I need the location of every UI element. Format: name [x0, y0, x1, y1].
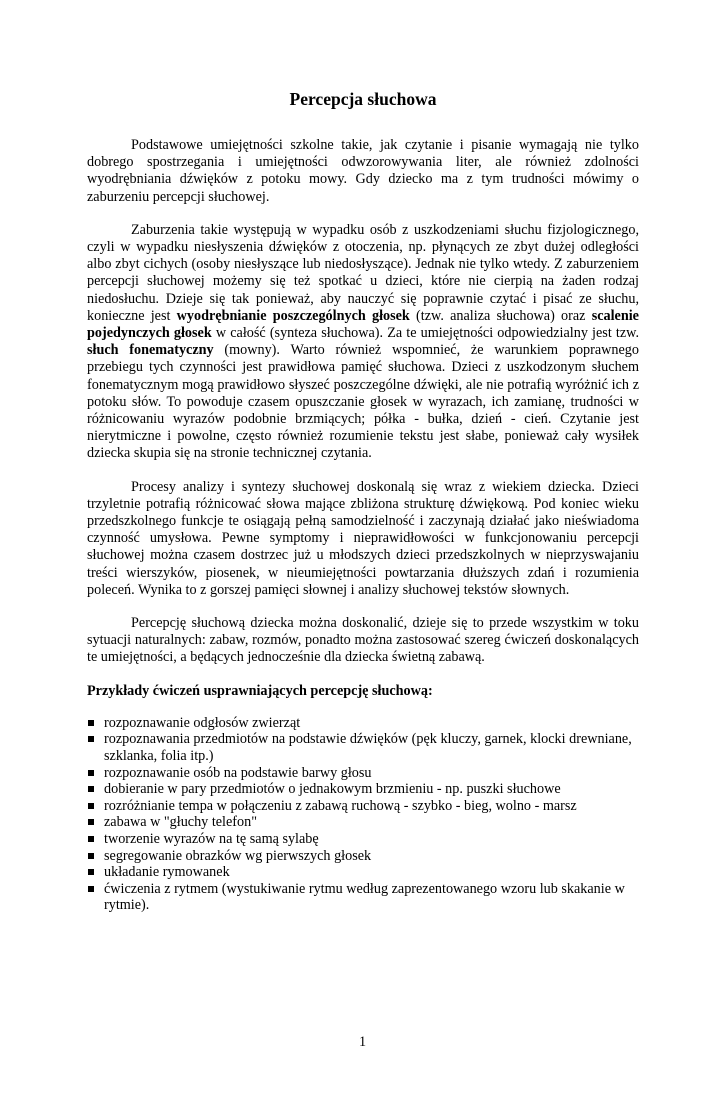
list-item-text: ćwiczenia z rytmem (wystukiwanie rytmu według zaprezentowanego wzoru lub skakanie w rytmie).	[104, 880, 625, 914]
list-item-text: zabawa w "głuchy telefon"	[104, 814, 258, 831]
causes-text-1: Zaburzenia takie występują w wypadku osób z uszkodzeniami słuchu fizjologicznego, czyli w wypadku niesłyszenia dźwięków z otoczenia, np. płynących ze zbyt dużej odległości albo zbyt cichych (osoby niesłyszące lub niedosłyszące). Jednak nie tylko wtedy. Z zaburzeniem percepcji słuchowej możemy się też spotkać u dzieci, które nie cierpią na żaden rodzaj niedosłuchu. Dzieje się tak ponieważ, aby nauczyć się poprawnie czytać i pisać ze słuchu, konieczne jest	[87, 221, 639, 324]
square-bullet-icon	[88, 869, 94, 875]
square-bullet-icon	[88, 819, 94, 825]
exercises-heading: Przykłady ćwiczeń usprawniających percepcję słuchową:	[87, 682, 433, 699]
list-item-text: segregowanie obrazków wg pierwszych głosek	[104, 847, 372, 864]
list-item-text: tworzenie wyrazów na tę samą sylabę	[104, 831, 319, 848]
square-bullet-icon	[88, 770, 94, 776]
square-bullet-icon	[88, 803, 94, 809]
list-item-text: dobieranie w pary przedmiotów o jednakowym brzmieniu - np. puszki słuchowe	[104, 781, 561, 798]
causes-text-2: (tzw. analiza słuchowa) oraz	[409, 307, 592, 324]
list-item	[87, 864, 639, 881]
exercises-list	[87, 715, 639, 914]
square-bullet-icon	[88, 720, 94, 726]
list-item-text: rozpoznawanie osób na podstawie barwy głosu	[104, 764, 372, 781]
intro-paragraph: Podstawowe umiejętności szkolne takie, jak czytanie i pisanie wymagają nie tylko dobrego spostrzegania i umiejętności odwzorowywania liter, ale również zdolności wyodrębniania dźwięków z potoku mowy. Gdy dziecko ma z tym trudności mówimy o zaburzeniu percepcji słuchowej.	[87, 137, 639, 205]
causes-text-3: w całość (synteza słuchowa). Za te umiejętności odpowiedzialny jest tzw.	[211, 325, 639, 342]
list-item	[87, 798, 639, 815]
square-bullet-icon	[88, 786, 94, 792]
causes-paragraph	[87, 222, 639, 463]
development-paragraph: Procesy analizy i syntezy słuchowej doskonalą się wraz z wiekiem dziecka. Dzieci trzyletnie potrafią różnicować słowa mające zbliżona strukturę dźwiękową. Pod koniec wieku przedszkolnego funkcje te osiągają pełną samodzielność i zaczynają działać jako nieświadoma czynność umysłowa. Pewne symptomy i nieprawidłowości w funkcjonowaniu percepcji słuchowej można czasem dostrzec już u młodszych dzieci przedszkolnych w nieprzyswajaniu treści wierszyków, piosenek, w nieumiejętności powtarzania dłuższych zdań i rozumienia poleceń. Wynika to z gorszej pamięci słownej i analizy słuchowej tekstów słownych.	[87, 478, 639, 598]
analysis-term: wyodrębnianie poszczególnych głosek	[176, 307, 410, 324]
list-item-text: rozpoznawanie odgłosów zwierząt	[104, 714, 301, 731]
square-bullet-icon	[88, 736, 94, 742]
document-page	[0, 88, 725, 1112]
list-item	[87, 881, 639, 914]
list-item	[87, 731, 639, 764]
list-item-text: rozróżnianie tempa w połączeniu z zabawą ruchową - szybko - bieg, wolno - marsz	[104, 797, 577, 814]
list-item	[87, 814, 639, 831]
page-number: 1	[358, 1034, 367, 1050]
square-bullet-icon	[88, 836, 94, 842]
list-item-text: rozpoznawania przedmiotów na podstawie dźwięków (pęk kluczy, garnek, klocki drewniane, szklanka, folia itp.)	[104, 731, 632, 765]
list-item	[87, 765, 639, 782]
list-item	[87, 715, 639, 732]
synthesis-term: scalenie pojedynczych głosek	[87, 307, 639, 342]
causes-text-4: (mowny). Warto również wspomnieć, że warunkiem poprawnego przebiegu tych czynności jest prawidłowa pamięć słuchowa. Dzieci z uszkodzonym słuchem fonematycznym mogą prawidłowo słyszeć poszczególne dźwięki, ale nie potrafią wyróżnić ich z potoku słów. To powoduje czasem opuszczanie głosek w wyrazach, ich zamianę, trudności w różnicowaniu wyrazów podobnie brzmiących; półka - bułka, dzień - cień. Czytanie jest nierytmiczne i powolne, często również rozumienie tekstu jest słabe, ponieważ cały wysiłek dziecka skupia się na stronie technicznej czytania.	[87, 342, 639, 462]
improvement-paragraph: Percepcję słuchową dziecka można doskonalić, dzieje się to przede wszystkim w toku sytuacji naturalnych: zabaw, rozmów, ponadto można zastosować szereg ćwiczeń doskonalących te umiejętności, a będących jednocześnie dla dziecka świetną zabawą.	[87, 615, 639, 666]
square-bullet-icon	[88, 886, 94, 892]
page-title: Percepcja słuchowa	[289, 89, 437, 109]
phonemic-hearing-term: słuch fonematyczny	[87, 342, 214, 359]
square-bullet-icon	[88, 853, 94, 859]
list-item-text: układanie rymowanek	[104, 864, 230, 881]
list-item	[87, 781, 639, 798]
list-item	[87, 831, 639, 848]
list-item	[87, 848, 639, 865]
